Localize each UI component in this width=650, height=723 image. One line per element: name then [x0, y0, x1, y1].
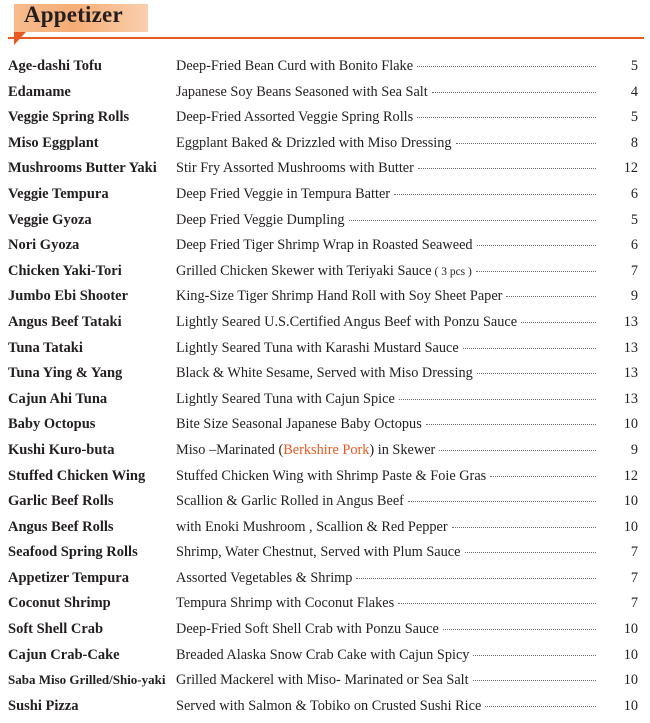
menu-item-price: 10	[623, 646, 638, 663]
menu-item-name: Chicken Yaki-Tori	[8, 262, 122, 279]
menu-item-description: Grilled Chicken Skewer with Teriyaki Sauce ( 3 pcs )	[176, 262, 472, 279]
menu-item-description: Lightly Seared Tuna with Cajun Spice	[176, 390, 395, 407]
dot-leader	[417, 66, 596, 67]
menu-item-description-wrap	[176, 416, 600, 433]
dot-leader	[490, 476, 596, 477]
menu-item-description-wrap	[176, 647, 600, 664]
menu-item-row	[8, 595, 644, 621]
menu-item-price: 7	[630, 262, 638, 279]
menu-item-description: Scallion & Garlic Rolled in Angus Beef	[176, 493, 404, 510]
page-title: Appetizer	[24, 2, 123, 27]
menu-item-price: 10	[623, 672, 638, 689]
menu-item-description: Lightly Seared U.S.Certified Angus Beef with Ponzu Sauce	[176, 313, 518, 330]
menu-item-row	[8, 109, 644, 135]
menu-item-price: 13	[623, 313, 638, 330]
menu-item-description: Deep-Fried Assorted Veggie Spring Rolls	[176, 109, 414, 126]
menu-item-price: 13	[623, 390, 638, 407]
menu-item-row	[8, 442, 644, 468]
menu-item-row	[8, 314, 644, 340]
menu-item-description-wrap	[176, 160, 600, 177]
menu-item-description-wrap	[176, 135, 600, 152]
menu-item-description-wrap	[176, 365, 600, 382]
menu-item-name: Cajun Crab-Cake	[8, 646, 120, 663]
menu-item-price: 8	[630, 134, 638, 151]
dot-leader	[465, 552, 597, 553]
menu-item-description-wrap	[176, 391, 600, 408]
menu-item-name: Sushi Pizza	[8, 697, 79, 714]
menu-item-description: Stir Fry Assorted Mushrooms with Butter	[176, 160, 414, 177]
description-text-after: ) in Skewer	[369, 441, 436, 458]
dot-leader	[473, 680, 596, 681]
menu-item-price: 10	[623, 518, 638, 535]
menu-item-description-wrap	[176, 109, 600, 126]
menu-item-name: Stuffed Chicken Wing	[8, 467, 146, 484]
menu-item-description: Lightly Seared Tuna with Karashi Mustard Sauce	[176, 339, 459, 356]
menu-item-name: Tuna Tataki	[8, 339, 83, 356]
menu-item-name: Veggie Gyoza	[8, 211, 92, 228]
menu-item-name: Seafood Spring Rolls	[8, 544, 138, 561]
menu-item-description-wrap	[176, 544, 600, 561]
menu-item-description: Japanese Soy Beans Seasoned with Sea Salt	[176, 83, 428, 100]
menu-item-price: 7	[630, 569, 638, 586]
menu-item-row	[8, 58, 644, 84]
menu-item-row	[8, 493, 644, 519]
dot-leader	[456, 143, 596, 144]
menu-item-row	[8, 672, 644, 698]
dot-leader	[394, 194, 596, 195]
menu-item-price: 13	[623, 339, 638, 356]
menu-item-description: Deep Fried Veggie in Tempura Batter	[176, 185, 391, 202]
menu-item-name: Saba Miso Grilled/Shio-yaki	[8, 672, 166, 688]
menu-item-price: 5	[630, 58, 638, 74]
menu-item-name: Edamame	[8, 83, 71, 100]
menu-item-description: Shrimp, Water Chestnut, Served with Plum Sauce	[176, 544, 461, 561]
description-text-before: Miso –Marinated (	[176, 441, 284, 458]
menu-item-name: Coconut Shrimp	[8, 595, 111, 612]
menu-item-name: Age-dashi Tofu	[8, 58, 102, 74]
menu-item-name: Cajun Ahi Tuna	[8, 390, 108, 407]
menu-item-description: Breaded Alaska Snow Crab Cake with Cajun Spicy	[176, 646, 470, 663]
menu-item-row	[8, 621, 644, 647]
menu-item-description-wrap	[176, 595, 600, 612]
menu-item-description-wrap	[176, 672, 600, 689]
dot-leader	[463, 348, 596, 349]
menu-item-row	[8, 212, 644, 238]
menu-item-price: 7	[630, 595, 638, 612]
menu-item-name: Baby Octopus	[8, 416, 96, 433]
menu-item-name: Angus Beef Tataki	[8, 313, 122, 330]
description-portion-note: ( 3 pcs )	[431, 265, 472, 278]
menu-item-name: Soft Shell Crab	[8, 621, 104, 638]
description-highlight: Berkshire Pork	[283, 441, 370, 458]
menu-item-row	[8, 160, 644, 186]
menu-item-description-wrap	[176, 468, 600, 485]
menu-item-description-wrap	[176, 84, 600, 101]
dot-leader	[426, 424, 596, 425]
menu-item-row	[8, 468, 644, 494]
menu-item-price: 10	[623, 621, 638, 638]
dot-leader	[417, 117, 596, 118]
section-header	[0, 0, 650, 44]
menu-item-description: Assorted Vegetables & Shrimp	[176, 569, 353, 586]
menu-item-description-wrap	[176, 314, 600, 331]
menu-list	[0, 44, 650, 723]
dot-leader	[356, 578, 596, 579]
menu-item-row	[8, 544, 644, 570]
dot-leader	[476, 271, 596, 272]
menu-item-name: Veggie Tempura	[8, 185, 109, 202]
dot-leader	[506, 296, 596, 297]
menu-item-description: Deep-Fried Soft Shell Crab with Ponzu Sauce	[176, 621, 439, 638]
menu-item-description-wrap	[176, 58, 600, 75]
dot-leader	[443, 629, 596, 630]
menu-item-row	[8, 416, 644, 442]
menu-item-row	[8, 647, 644, 673]
menu-item-name: Veggie Spring Rolls	[8, 109, 130, 126]
dot-leader	[432, 92, 596, 93]
dot-leader	[439, 450, 596, 451]
menu-item-price: 4	[630, 83, 638, 100]
dot-leader	[408, 501, 596, 502]
menu-item-price: 12	[623, 160, 638, 177]
menu-item-description-wrap	[176, 186, 600, 203]
dot-leader	[477, 245, 596, 246]
menu-item-description-wrap	[176, 621, 600, 638]
menu-item-row	[8, 84, 644, 110]
header-divider	[8, 37, 644, 39]
menu-item-name: Garlic Beef Rolls	[8, 493, 114, 510]
menu-item-price: 12	[623, 467, 638, 484]
menu-item-row	[8, 365, 644, 391]
menu-item-description: Eggplant Baked & Drizzled with Miso Dressing	[176, 134, 452, 151]
dot-leader	[521, 322, 596, 323]
menu-item-name: Mushrooms Butter Yaki	[8, 160, 157, 177]
menu-item-description-wrap	[176, 698, 600, 715]
menu-item-description: with Enoki Mushroom , Scallion & Red Pepper	[176, 518, 448, 535]
menu-item-description-wrap	[176, 263, 600, 280]
dot-leader	[349, 220, 597, 221]
menu-item-price: 9	[630, 288, 638, 305]
menu-item-row	[8, 570, 644, 596]
menu-item-row	[8, 135, 644, 161]
menu-item-description: Deep Fried Tiger Shrimp Wrap in Roasted Seaweed	[176, 237, 473, 254]
menu-item-description-wrap	[176, 212, 600, 229]
menu-item-price: 5	[630, 211, 638, 228]
dot-leader	[398, 603, 596, 604]
dot-leader	[485, 706, 596, 707]
menu-item-price: 10	[623, 493, 638, 510]
menu-item-description: Deep-Fried Bean Curd with Bonito Flake	[176, 58, 414, 74]
menu-item-row	[8, 263, 644, 289]
menu-item-description: Tempura Shrimp with Coconut Flakes	[176, 595, 395, 612]
menu-item-name: Nori Gyoza	[8, 237, 80, 254]
menu-item-row	[8, 288, 644, 314]
dot-leader	[418, 168, 596, 169]
menu-item-name: Tuna Ying & Yang	[8, 365, 123, 382]
menu-item-row	[8, 340, 644, 366]
menu-item-description-wrap	[176, 442, 600, 459]
menu-item-price: 13	[623, 365, 638, 382]
menu-item-description-wrap	[176, 493, 600, 510]
menu-item-description: Black & White Sesame, Served with Miso Dressing	[176, 365, 473, 382]
menu-item-description-wrap	[176, 340, 600, 357]
menu-item-name: Jumbo Ebi Shooter	[8, 288, 129, 305]
menu-item-name: Appetizer Tempura	[8, 569, 129, 586]
menu-item-description: Deep Fried Veggie Dumpling	[176, 211, 345, 228]
menu-item-description	[176, 442, 435, 459]
dot-leader	[477, 373, 596, 374]
menu-item-price: 7	[630, 544, 638, 561]
menu-item-price: 6	[630, 237, 638, 254]
menu-item-name: Angus Beef Rolls	[8, 518, 114, 535]
menu-item-row	[8, 186, 644, 212]
menu-item-price: 6	[630, 185, 638, 202]
menu-item-description-wrap	[176, 288, 600, 305]
menu-item-row	[8, 698, 644, 723]
header-flag-corner	[14, 32, 26, 45]
dot-leader	[399, 399, 596, 400]
menu-item-price: 9	[630, 441, 638, 458]
menu-item-description-wrap	[176, 519, 600, 536]
menu-item-description: Bite Size Seasonal Japanese Baby Octopus	[176, 416, 422, 433]
menu-item-description: King-Size Tiger Shrimp Hand Roll with Soy Sheet Paper	[176, 288, 503, 305]
menu-item-row	[8, 391, 644, 417]
menu-item-name: Miso Eggplant	[8, 134, 99, 151]
menu-item-row	[8, 519, 644, 545]
menu-item-price: 10	[623, 416, 638, 433]
menu-item-description: Grilled Mackerel with Miso- Marinated or Sea Salt	[176, 672, 469, 689]
menu-item-price: 5	[630, 109, 638, 126]
menu-item-description: Served with Salmon & Tobiko on Crusted Sushi Rice	[176, 697, 482, 714]
menu-item-description-wrap	[176, 237, 600, 254]
menu-item-name: Kushi Kuro-buta	[8, 441, 115, 458]
dot-leader	[452, 527, 596, 528]
menu-item-row	[8, 237, 644, 263]
menu-item-description-wrap	[176, 570, 600, 587]
menu-item-description: Stuffed Chicken Wing with Shrimp Paste & Foie Gras	[176, 467, 487, 484]
dot-leader	[473, 655, 596, 656]
menu-item-price: 10	[623, 697, 638, 714]
